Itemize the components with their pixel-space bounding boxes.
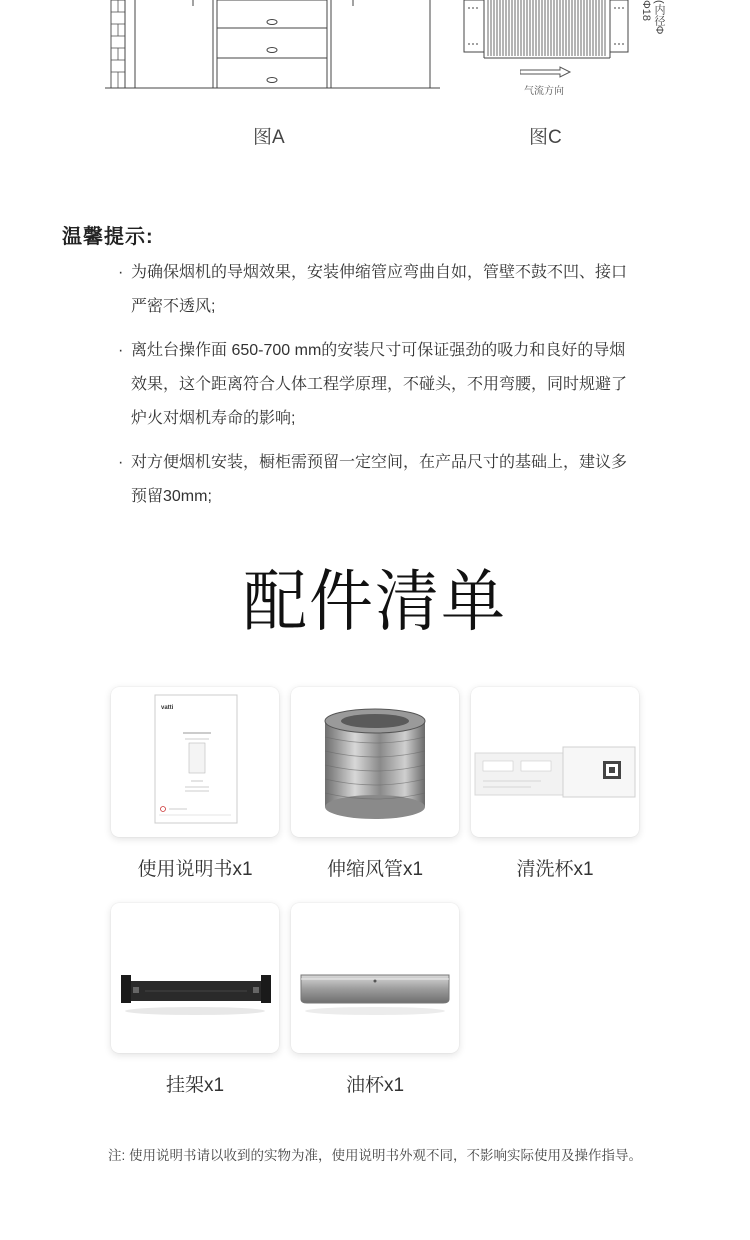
tip-text: 对方便烟机安装，橱柜需预留一定空间，在产品尺寸的基础上，建议多预留30mm;	[131, 454, 628, 505]
inner-diameter-label	[653, 0, 665, 34]
accessory-label-manual: 使用说明书x1	[137, 859, 253, 880]
accessory-label-oil-cup: 油杯x1	[345, 1075, 405, 1096]
tip-text: 为确保烟机的导烟效果，安装伸缩管应弯曲自如，管壁不鼓不凹、接口严密不透风;	[131, 264, 628, 315]
accessories-title: 配件清单	[243, 563, 507, 642]
accessory-card-duct	[291, 687, 459, 837]
bullet: ·	[118, 342, 124, 359]
accessory-label-cleaning-cup: 清洗杯x1	[516, 859, 594, 880]
airflow-label: 气流方向	[524, 86, 564, 97]
tips-title: 温馨提示:	[62, 226, 154, 248]
manual-brand: vatti	[161, 705, 174, 711]
diameter-label	[640, 0, 652, 21]
cabinet-diagram	[105, 0, 450, 95]
diameter-label-1: Φ18	[640, 0, 652, 22]
diameter-label-2: (内径Φ	[653, 0, 665, 35]
bullet: ·	[118, 264, 124, 281]
tip-text: 离灶台操作面 650-700 mm的安装尺寸可保证强劲的吸力和良好的导烟效果，这个距离符合人体工程学原理，不碰头，不用弯腰，同时规避了炉火对烟机寿命的影响;	[131, 342, 628, 427]
manual-icon	[111, 687, 279, 837]
accessory-card-bracket	[111, 903, 279, 1053]
figure-c-caption: 图C	[529, 127, 562, 148]
tip-item-2	[118, 334, 628, 436]
accessory-card-manual	[111, 687, 279, 837]
figure-a-caption: 图A	[253, 127, 285, 148]
tip-item-1	[118, 256, 628, 324]
cleaning-cup-icon	[471, 687, 639, 837]
bracket-icon	[111, 903, 279, 1053]
footnote: 注: 使用说明书请以收到的实物为准，使用说明书外观不同，不影响实际使用及操作指导。	[107, 1148, 642, 1163]
accessory-card-cleaning-cup	[471, 687, 639, 837]
accessory-label-duct: 伸缩风管x1	[326, 859, 424, 880]
oil-cup-icon	[291, 903, 459, 1053]
accessory-card-oil-cup	[291, 903, 459, 1053]
tip-item-3	[118, 446, 628, 514]
airflow-arrow-icon	[520, 66, 572, 78]
accessory-label-bracket: 挂架x1	[165, 1075, 225, 1096]
duct-icon	[291, 687, 459, 837]
duct-diagram	[460, 0, 660, 70]
bullet: ·	[118, 454, 124, 471]
